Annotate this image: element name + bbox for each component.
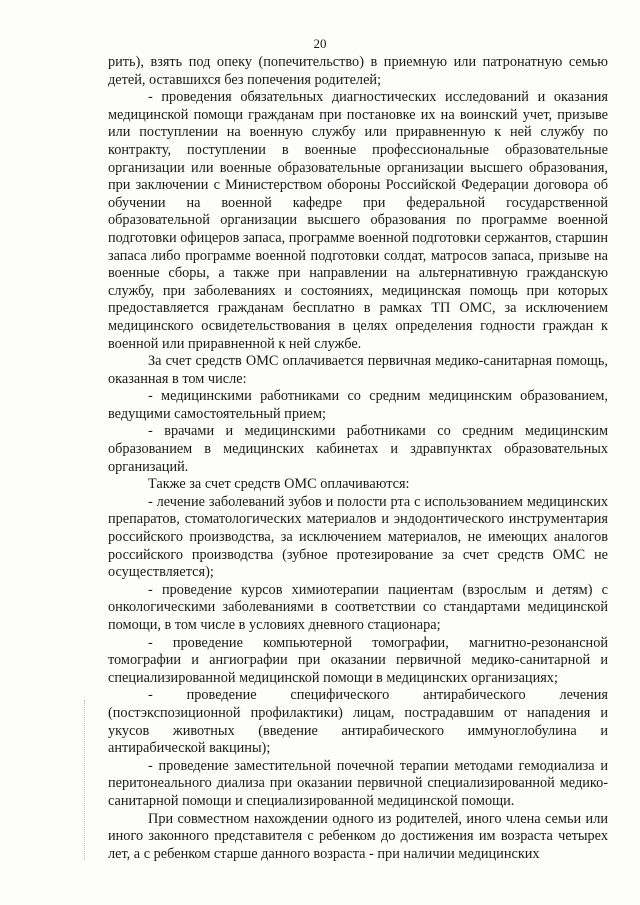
paragraph: Также за счет средств ОМС оплачиваются: [148, 476, 410, 493]
page-number: 20 [313, 36, 327, 51]
paragraph: - проведение компьютерной томографии, магнитно-резонансной томографии и ангиографии при оказании первичной медико-санитарной и специализированной медицинской помощи в медицинских организациях; [108, 634, 608, 686]
paragraph: рить), взять под опеку (попечительство) в приемную или патронатную семью детей, оставшихся без попечения родителей; [108, 54, 608, 88]
paragraph: - медицинскими работниками со средним медицинским образованием, ведущими самостоятельный прием; [108, 388, 608, 422]
paragraph: За счет средств ОМС оплачивается первичная медико-санитарная помощь, оказанная в том числе: [108, 353, 608, 387]
paragraph: При совместном нахождении одного из родителей, иного члена семьи или иного законного представителя с ребенком до достижения им возраста четырех лет, а с ребенком старше данного возраста - при наличии медицинских [108, 810, 608, 862]
paragraph: - проведение курсов химиотерапии пациентам (взрослым и детям) с онкологическими заболеваниями в соответствии со стандартами медицинской помощи, в том числе в условиях дневного стационара; [108, 581, 608, 633]
paragraph: - проведение заместительной почечной терапии методами гемодиализа и перитонеального диализа при оказании первичной специализированной медико-санитарной помощи и специализированной медицинской помощи. [108, 757, 608, 809]
document-body [108, 54, 608, 863]
paragraph: - проведения обязательных диагностических исследований и оказания медицинской помощи гражданам при постановке их на воинский учет, призыве или поступлении на военную службу или приравненную к ней службу по контракту, поступлении в военные профессиональные образовательные организации или военные образовательные организации высшего образования, при заключении с Министерством обороны Российской Федерации договора об обучении на военной кафедре при федеральной государственной образовательной организации высшего образования по программе военной подготовки офицеров запаса, программе военной подготовки сержантов, старшин запаса либо программе военной подготовки солдат, матросов запаса, призыве на военные сборы, а также при направлении на альтернативную гражданскую службу, при заболеваниях и состояниях, медицинская помощь при которых предоставляется гражданам бесплатно в рамках ТП ОМС, за исключением медицинского освидетельствования в целях определения годности граждан к военной или приравненной к ней службе. [108, 89, 608, 352]
paragraph: - врачами и медицинскими работниками со средним медицинским образованием в медицинских кабинетах и здравпунктах образовательных организаций. [108, 423, 608, 475]
paragraph: - проведение специфического антирабического лечения (постэкспозиционной профилактики) лицам, пострадавшим от нападения и укусов животных (введение антирабического иммуноглобулина и антирабической вакцины); [108, 687, 608, 757]
paragraph: - лечение заболеваний зубов и полости рта с использованием медицинских препаратов, стоматологических материалов и эндодонтического инструментария российского производства, за исключением материалов, не имеющих аналогов российского производства (зубное протезирование за счет средств ОМС не осуществляется); [108, 493, 608, 581]
scan-margin-artifact [84, 700, 86, 860]
